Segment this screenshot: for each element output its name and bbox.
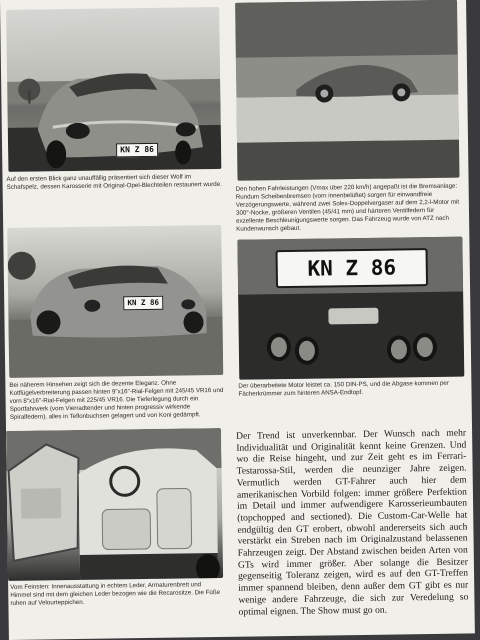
car-photo xyxy=(6,7,221,172)
caption-4: Der überarbeitete Motor leistet ca. 150 DIN-PS, und die Abgase kommen per Fächerkrümmer zum hinteren ANSA-Endtopf. xyxy=(238,379,449,398)
caption-2: Den hohen Fahrleistungen (Vmax über 220 km/h) angepaßt ist die Bremsanlage: Rundum Scheibenbremsen (vorn innenbelüftet) sorgen für einwandfreie Verzögerungswerte, während zwei Solex-Doppelvergaser auf dem 2,2-l-Motor mit 300°-Nocke, größeren Ventilen (45/41 mm) und härteren Ventilfedern für exzellente Beschleunigungswerte sorgen. Das Fahrzeug wurde von ATZ nach Kundenwunsch gebaut. xyxy=(235,182,460,234)
license-plate: KN Z 86 xyxy=(276,248,429,288)
photo-front-three-quarter xyxy=(6,7,221,172)
license-plate: KN Z 86 xyxy=(123,296,163,311)
photo-front-low xyxy=(7,225,223,378)
photo-interior-door xyxy=(6,428,223,581)
caption-5: Vom Feinsten: Innenausstattung in echtem Leder, Armaturenbrett und Himmel sind mit dem gleichen Leder bezogen wie die Recarositze. Die Füße ruhen auf Velourteppichen. xyxy=(10,581,221,608)
license-plate: KN Z 86 xyxy=(116,143,158,158)
caption-1: Auf den ersten Blick ganz unauffällig präsentiert sich dieser Wolf im Schafspelz, dessen Karosserie mit Original-Opel-Blechteilen restauriert wurde. xyxy=(6,173,222,192)
car-photo xyxy=(7,225,223,378)
car-photo xyxy=(235,0,459,181)
photo-exhaust-rear xyxy=(237,237,464,380)
photo-driving-side xyxy=(235,0,459,181)
article-text: Der Trend ist unverkennbar. Der Wunsch nach mehr Individualität und Originalität kennt keine Grenzen. Und wo die Reise hingeht, und zur Zeit geht es im Ferrari-Testarossa-Stil, werden die neunziger Jahre zeigen. Vermutlich werden GT-Fahrer auch hier dem amerikanischen Vorbild folgen: immer größere Perfektion im Detail und immer aufwendigere Karosserieumbauten (topchopped and sectioned). Die Custom-Car-Welle hat endgültig den GT erobert, obwohl andererseits sich auch verstärkt ein Streben nach im Originalzustand belassenen Fahrzeugen zeigt. Der Abstand zwischen beiden Arten von GTs wird immer größer. Aber solange die Besitzer gegenseitig Toleranz zeigen, wird es auf den GT-Treffen immer spannend bleiben, denn außer dem GT gibt es nur wenige andere Fahrzeuge, die sich zur Veredelung so optimal eignen. The Show must go on. xyxy=(236,427,469,618)
caption-3: Bei näherem Hinsehen zeigt sich die dezente Eleganz. Ohne Kotflügelverbreiterung passen hinten 9"x16"-Rial-Felgen mit 245/45 VR16 und vorn 8"x16"-Rial-Felgen mit 225/45 VR16. Die Tieferlegung durch ein Sportfahrwerk (vom Vierradtender und hinten progressiv wirkende Spiralfedern), alles in Teflonbuchsen gelagert und von Koni gedämpft. xyxy=(9,379,224,422)
interior-photo xyxy=(6,428,223,581)
